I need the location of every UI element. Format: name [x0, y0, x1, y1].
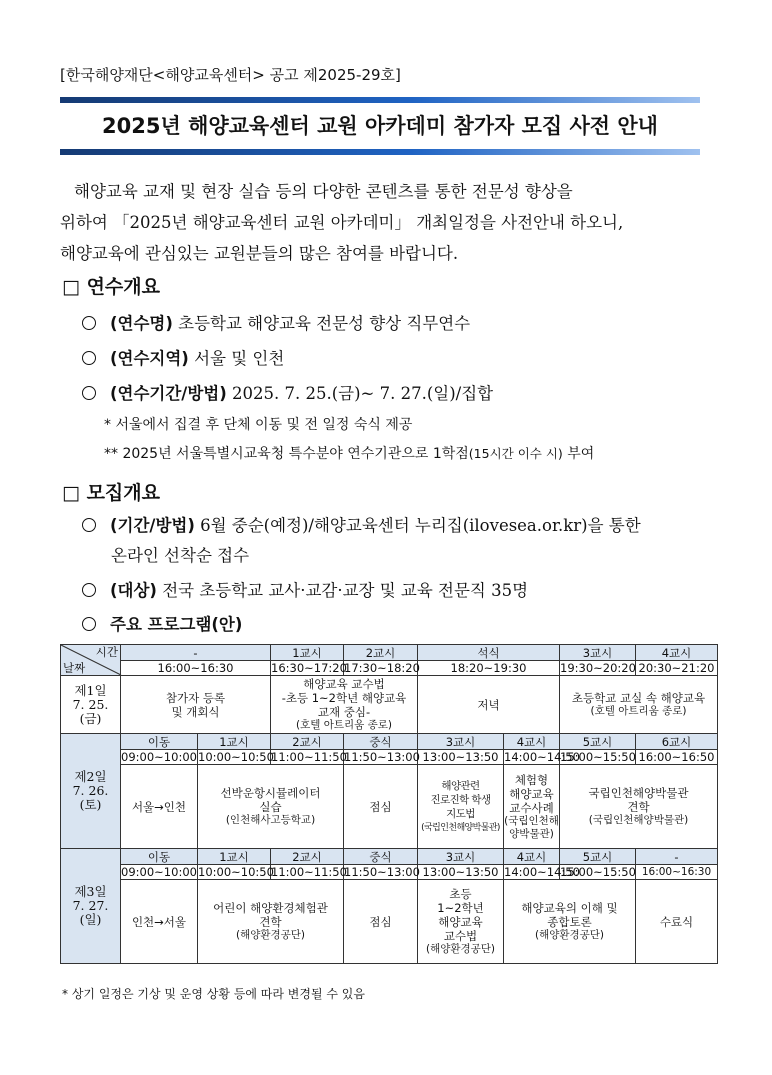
- schedule-table: [60, 644, 718, 964]
- day3-header-label: -: [636, 849, 718, 865]
- day3-header-label: 중식: [344, 849, 418, 865]
- day2-header-label: 4교시: [504, 734, 560, 750]
- program-heading-item: 주요 프로그램(안): [82, 611, 242, 635]
- training-note-2: ** 2025년 서울특별시교육청 특수분야 연수기관으로 1학점(15시간 이수 시) 부여: [104, 446, 595, 462]
- header-label-cell: 1교시: [271, 645, 344, 661]
- day3-header-time: 10:00~10:50: [198, 865, 274, 879]
- day2-header-label: 2교시: [271, 734, 344, 750]
- day2-header-label: 이동: [121, 734, 198, 750]
- day3-move-cell: 인천→서울: [121, 880, 198, 964]
- day3-header-label: 1교시: [198, 849, 271, 865]
- notice-number: [한국해양재단<해양교육센터> 공고 제2025-29호]: [60, 66, 401, 84]
- day1-dinner-cell: 저녁: [418, 676, 560, 734]
- day3-header-label: 4교시: [504, 849, 560, 865]
- day3-session1-cell: 어린이 해양환경체험관 견학 (해양환경공단): [198, 880, 344, 964]
- header-time-cell: 18:20~19:30: [418, 661, 560, 676]
- day3-header-time: 16:00~16:30: [636, 865, 718, 880]
- day3-lunch-cell: 점심: [344, 880, 418, 964]
- day1-registration-cell: 참가자 등록 및 개회식: [121, 676, 271, 734]
- training-region-item: (연수지역) 서울 및 인천: [82, 345, 284, 369]
- day1-label-cell: 제1일 7. 25. (금): [61, 676, 121, 734]
- header-label-cell: 2교시: [344, 645, 418, 661]
- circle-bullet-icon: [82, 583, 96, 597]
- intro-line-2: 위하여 「2025년 해양교육센터 교원 아카데미」 개최일정을 사전안내 하오니,: [60, 213, 624, 232]
- day3-header-label: 2교시: [271, 849, 344, 865]
- circle-bullet-icon: [82, 386, 96, 400]
- day2-session4-cell: 체험형 해양교육 교수사례 (국립인천해 양박물관): [504, 765, 560, 849]
- training-name-item: (연수명) 초등학교 해양교육 전문성 향상 직무연수: [82, 310, 470, 334]
- page-title: 2025년 해양교육센터 교원 아카데미 참가자 모집 사전 안내: [102, 114, 658, 138]
- day2-header-time: 14:00~14:50: [504, 750, 580, 764]
- intro-line-1: 해양교육 교재 및 현장 실습 등의 다양한 콘텐츠를 통한 전문성 향상을: [74, 182, 573, 201]
- day3-header-label: 5교시: [560, 849, 636, 865]
- header-time-cell: 17:30~18:20: [344, 661, 420, 675]
- day3-header-time: 13:00~13:50: [418, 865, 504, 880]
- recruit-period-line2: 온라인 선착순 접수: [111, 546, 250, 565]
- day3-header-time: 15:00~15:50: [560, 865, 636, 879]
- day2-header-time: 15:00~15:50: [560, 750, 636, 764]
- day2-move-cell: 서울→인천: [121, 765, 198, 849]
- day2-header-time: 13:00~13:50: [418, 750, 504, 765]
- recruit-period-item: (기간/방법) 6월 중순(예정)/해양교육센터 누리집(ilovesea.or.kr)을 통한: [82, 512, 641, 536]
- day3-session4-cell: 해양교육의 이해 및 종합토론 (해양환경공단): [504, 880, 636, 964]
- title-band-bottom: [60, 149, 700, 155]
- day3-header-time: 09:00~10:00: [121, 865, 197, 879]
- day3-header-time: 14:00~14:50: [504, 865, 580, 879]
- day2-session5-cell: 국립인천해양박물관 견학 (국립인천해양박물관): [560, 765, 718, 849]
- day3-header-time: 11:00~11:50: [271, 865, 347, 879]
- recruit-target-item: (대상) 전국 초등학교 교사·교감·교장 및 교육 전문직 35명: [82, 577, 528, 601]
- circle-bullet-icon: [82, 518, 96, 532]
- section-heading-training: □ 연수개요: [62, 276, 160, 298]
- training-note-1: * 서울에서 집결 후 단체 이동 및 전 일정 숙식 제공: [104, 417, 413, 433]
- day2-header-time: 09:00~10:00: [121, 750, 197, 764]
- day2-header-time: 16:00~16:50: [636, 750, 718, 765]
- day3-closing-cell: 수료식: [636, 880, 718, 964]
- training-period-item: (연수기간/방법) 2025. 7. 25.(금)~ 7. 27.(일)/집합: [82, 380, 493, 404]
- day2-header-label: 6교시: [636, 734, 718, 750]
- day3-header-label: 이동: [121, 849, 198, 865]
- day3-header-time: 11:50~13:00: [344, 865, 420, 879]
- day3-session3-cell: 초등 1~2학년 해양교육 교수법 (해양환경공단): [418, 880, 504, 964]
- schedule-footnote: * 상기 일정은 기상 및 운영 상황 등에 따라 변경될 수 있음: [62, 987, 365, 1001]
- day1-session1-cell: 해양교육 교수법 -초등 1~2학년 해양교육 교재 중심- (호텔 아트리움 종로): [271, 676, 418, 734]
- circle-bullet-icon: [82, 316, 96, 330]
- header-time-cell: 16:00~16:30: [121, 661, 271, 676]
- day2-header-time: 11:00~11:50: [271, 750, 347, 764]
- circle-bullet-icon: [82, 617, 96, 631]
- day3-label-cell: 제3일 7. 27. (일): [61, 849, 121, 964]
- day2-label-cell: 제2일 7. 26. (토): [61, 734, 121, 849]
- header-time-cell: 16:30~17:20: [271, 661, 347, 675]
- corner-header-cell: 시간 날짜: [61, 645, 121, 676]
- header-label-cell: -: [121, 645, 271, 661]
- header-time-cell: 19:30~20:20: [560, 661, 636, 675]
- section-heading-recruit: □ 모집개요: [62, 482, 160, 504]
- day3-header-label: 3교시: [418, 849, 504, 865]
- circle-bullet-icon: [82, 351, 96, 365]
- day2-session3-cell: 해양관련 진로진학 학생 지도법 (국립인천해양박물관): [418, 765, 504, 849]
- day2-header-label: 3교시: [418, 734, 504, 750]
- header-label-cell: 4교시: [636, 645, 718, 661]
- header-time-cell: 20:30~21:20: [636, 661, 718, 676]
- header-label-cell: 석식: [418, 645, 560, 661]
- day2-header-time: 11:50~13:00: [344, 750, 420, 764]
- day2-header-time: 10:00~10:50: [198, 750, 274, 764]
- day1-session2-cell: 초등학교 교실 속 해양교육 (호텔 아트리움 종로): [560, 676, 718, 734]
- day2-header-label: 1교시: [198, 734, 271, 750]
- title-band-top: [60, 97, 700, 103]
- day2-lunch-cell: 점심: [344, 765, 418, 849]
- intro-paragraph: [60, 176, 720, 269]
- header-label-cell: 3교시: [560, 645, 636, 661]
- intro-line-3: 해양교육에 관심있는 교원분들의 많은 참여를 바랍니다.: [60, 244, 459, 263]
- day2-header-label: 중식: [344, 734, 418, 750]
- day2-header-label: 5교시: [560, 734, 636, 750]
- day2-session1-cell: 선박운항시뮬레이터 실습 (인천해사고등학교): [198, 765, 344, 849]
